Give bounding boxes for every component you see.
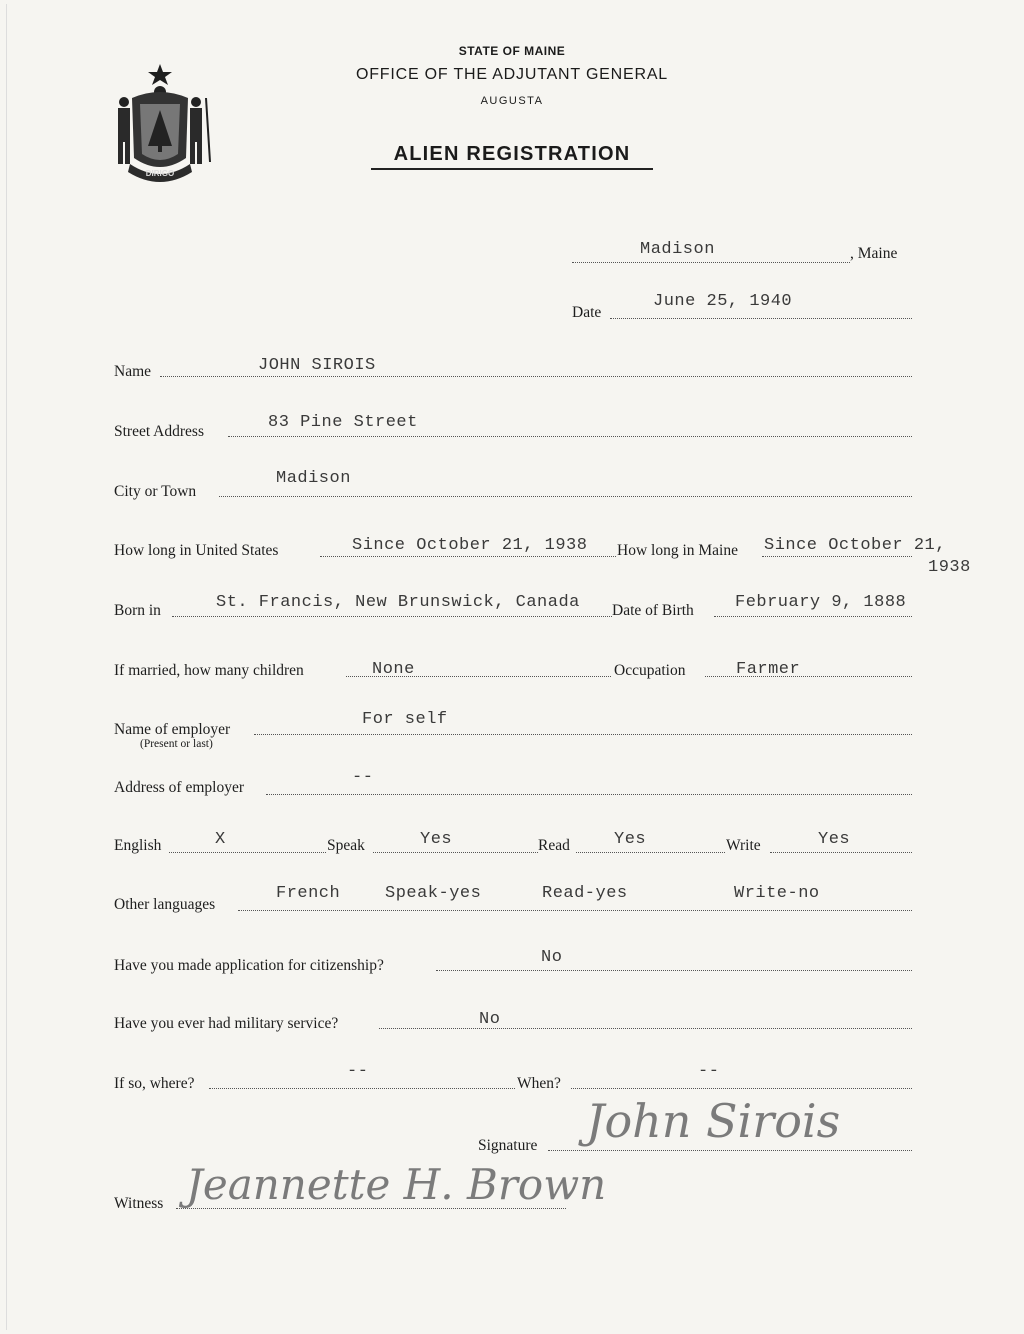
- where-label: If so, where?: [114, 1075, 195, 1092]
- date-of-birth-value: February 9, 1888: [735, 593, 907, 612]
- english-write-line: [770, 852, 912, 853]
- when-value: --: [698, 1062, 720, 1081]
- how-long-us-line: [320, 556, 616, 557]
- military-label: Have you ever had military service?: [114, 1015, 339, 1032]
- header-state: STATE OF MAINE: [458, 44, 566, 58]
- other-read-value: Read-yes: [542, 884, 628, 903]
- city-label: City or Town: [114, 483, 197, 500]
- header-office: OFFICE OF THE ADJUTANT GENERAL: [355, 66, 669, 83]
- english-read-value: Yes: [614, 830, 647, 849]
- english-speak-label: Speak: [327, 837, 365, 854]
- when-line: [571, 1088, 912, 1089]
- employer-note: (Present or last): [140, 738, 213, 750]
- how-long-maine-value: Since October 21,: [764, 536, 946, 555]
- english-label: English: [114, 837, 162, 854]
- city-value: Madison: [276, 469, 351, 488]
- town-value: Madison: [640, 240, 715, 259]
- how-long-us-label: How long in United States: [114, 542, 279, 559]
- english-line: [169, 852, 326, 853]
- other-language-value: French: [276, 884, 341, 903]
- occupation-label: Occupation: [614, 662, 686, 679]
- military-value: No: [479, 1010, 501, 1029]
- employer-address-label: Address of employer: [114, 779, 244, 796]
- street-address-value: 83 Pine Street: [268, 413, 418, 432]
- how-long-maine-line: [762, 556, 912, 557]
- where-line: [209, 1088, 515, 1089]
- signature-label: Signature: [478, 1137, 538, 1154]
- signature-value: John Sirois: [586, 1094, 841, 1148]
- city-line: [219, 496, 912, 497]
- children-label: If married, how many children: [114, 662, 304, 679]
- date-of-birth-label: Date of Birth: [612, 602, 694, 619]
- employer-address-value: --: [352, 768, 374, 787]
- name-label: Name: [114, 363, 152, 380]
- citizenship-line: [436, 970, 912, 971]
- english-write-value: Yes: [818, 830, 851, 849]
- street-address-label: Street Address: [114, 423, 204, 440]
- born-in-label: Born in: [114, 602, 161, 619]
- street-address-line: [228, 436, 912, 437]
- english-speak-value: Yes: [420, 830, 453, 849]
- town-line: [572, 262, 850, 263]
- born-in-value: St. Francis, New Brunswick, Canada: [216, 593, 580, 612]
- military-line: [379, 1028, 912, 1029]
- born-in-line: [172, 616, 612, 617]
- seal-motto: DIRIGO: [145, 169, 175, 178]
- english-value: X: [215, 830, 226, 849]
- when-label: When?: [517, 1075, 561, 1092]
- where-value: --: [347, 1062, 369, 1081]
- date-value: June 25, 1940: [653, 292, 793, 311]
- employer-line: [254, 734, 912, 735]
- other-speak-value: Speak-yes: [385, 884, 482, 903]
- name-line: [160, 376, 912, 377]
- how-long-us-value: Since October 21, 1938: [352, 536, 588, 555]
- witness-label: Witness: [114, 1195, 164, 1212]
- children-value: None: [372, 660, 415, 679]
- english-read-line: [576, 852, 725, 853]
- english-read-label: Read: [538, 837, 570, 854]
- other-languages-label: Other languages: [114, 896, 216, 913]
- date-of-birth-line: [714, 616, 912, 617]
- how-long-maine-value-cont: 1938: [928, 558, 971, 577]
- other-languages-line: [238, 910, 912, 911]
- english-write-label: Write: [726, 837, 761, 854]
- employer-address-line: [266, 794, 912, 795]
- date-line: [610, 318, 912, 319]
- witness-value: Jeannette H. Brown: [186, 1160, 607, 1209]
- employer-label: Name of employer: [114, 721, 231, 738]
- form-title: ALIEN REGISTRATION: [393, 143, 631, 165]
- citizenship-value: No: [541, 948, 563, 967]
- header-city: AUGUSTA: [480, 95, 544, 107]
- citizenship-label: Have you made application for citizenship?: [114, 957, 384, 974]
- employer-value: For self: [362, 710, 448, 729]
- how-long-maine-label: How long in Maine: [617, 542, 738, 559]
- other-write-value: Write-no: [734, 884, 820, 903]
- maine-suffix: , Maine: [850, 245, 898, 262]
- title-underline: [371, 168, 653, 170]
- name-value: JOHN SIROIS: [258, 356, 376, 375]
- signature-line: [548, 1150, 912, 1151]
- date-label: Date: [572, 304, 602, 321]
- occupation-value: Farmer: [736, 660, 801, 679]
- english-speak-line: [373, 852, 538, 853]
